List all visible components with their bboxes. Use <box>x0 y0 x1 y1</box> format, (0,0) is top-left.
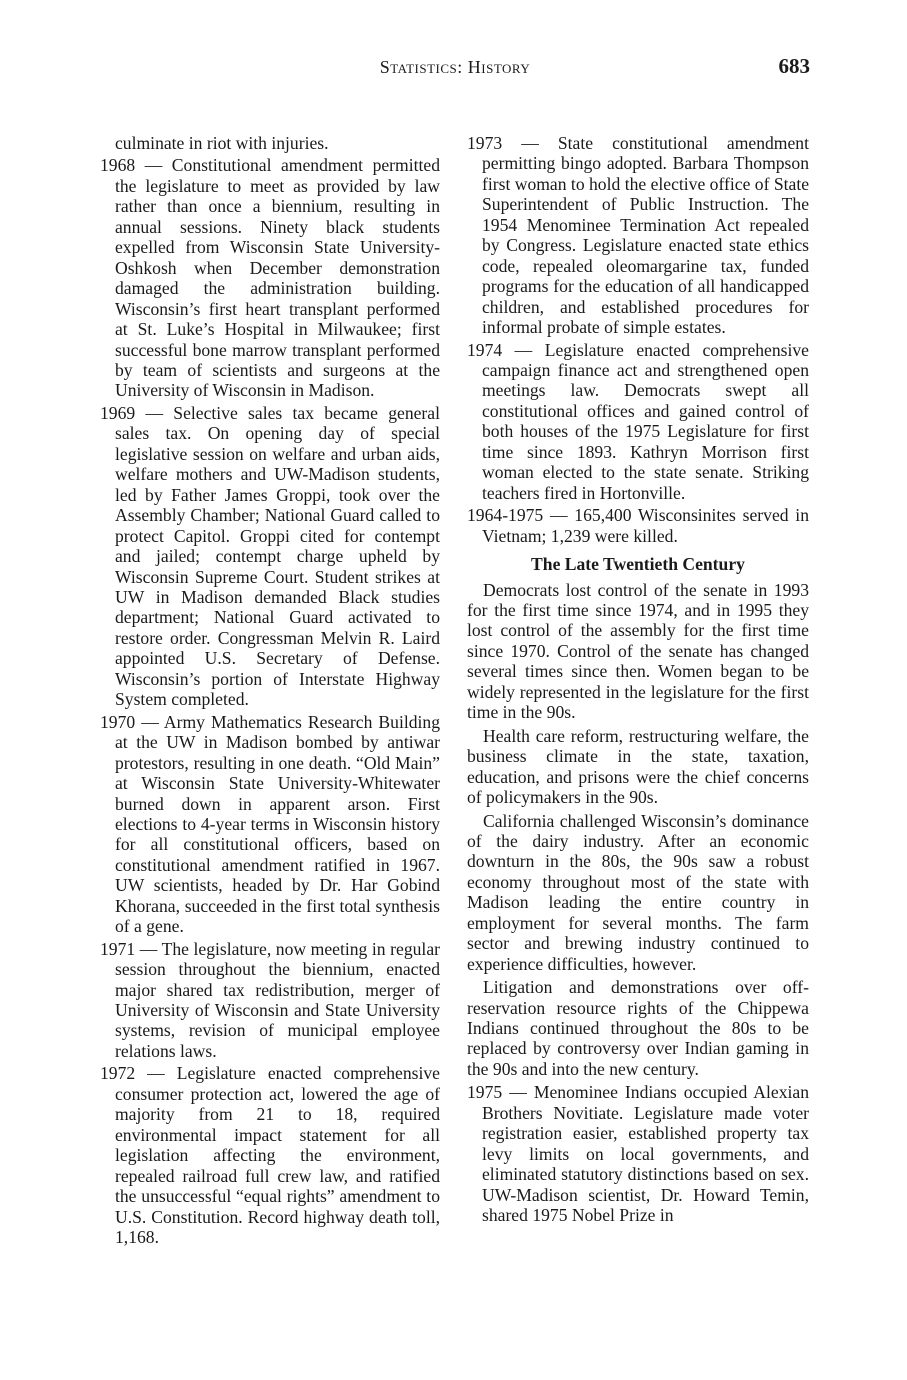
chronology-entry-1974: 1974 — Legislature enacted comprehensive campaign finance act and strengthened open meetings law. Democrats swept all constitutional offices and gained control of both houses of the 1975 Legislature for first time since 1893. Kathryn Morrison first woman elected to the state senate. Striking teachers fired in Hortonville. <box>467 339 809 503</box>
page-number: 683 <box>778 54 810 78</box>
paragraph: Litigation and demonstrations over off-reservation resource rights of the Chippewa Indians continued throughout the 80s to be replaced by controversy over Indian gaming in the 90s and into the new century. <box>467 977 809 1079</box>
page-header <box>100 54 810 81</box>
running-head: Statistics: History <box>379 57 531 77</box>
chronology-entry-1968: 1968 — Constitutional amendment permitted the legislature to meet as provided by law rather than once a biennium, resulting in annual sessions. Ninety black students expelled from Wisconsin State University-Oshkosh when December demonstration damaged the administration building. Wisconsin’s first heart transplant performed at St. Luke’s Hospital in Milwaukee; first successful bone marrow transplant performed by team of scientists and surgeons at the University of Wisconsin in Madison. <box>100 155 440 401</box>
chronology-entry-1970: 1970 — Army Mathematics Research Building at the UW in Madison bombed by antiwar protestors, resulting in one death. “Old Main” at Wisconsin State University-Whitewater burned down in apparent arson. First elections to 4-year terms in Wisconsin history for all constitutional officers, based on constitutional amendment ratified in 1967. UW scientists, headed by Dr. Har Gobind Khorana, succeeded in the first total synthesis of a gene. <box>100 711 440 937</box>
paragraph: Democrats lost control of the senate in 1993 for the first time since 1974, and in 1995 they lost control of the assembly for the first time since 1970. Control of the senate has changed several times since then. Women began to be widely represented in the legislature for the first time in the 90s. <box>467 579 809 723</box>
chronology-entry-1971: 1971 — The legislature, now meeting in regular session throughout the biennium, enacted major shared tax redistribution, merger of University of Wisconsin and State University systems, revision of municipal employee relations laws. <box>100 938 440 1061</box>
chronology-entry-1964-1975: 1964-1975 — 165,400 Wisconsinites served in Vietnam; 1,239 were killed. <box>467 505 809 546</box>
chronology-entry-1975: 1975 — Menominee Indians occupied Alexian Brothers Novitiate. Legislature made voter registration easier, established property tax levy limits on local governments, and eliminated statutory distinctions based on sex. UW-Madison scientist, Dr. Howard Temin, shared 1975 Nobel Prize in <box>467 1082 809 1226</box>
right-column <box>467 133 809 1228</box>
chronology-entry-1969: 1969 — Selective sales tax became general sales tax. On opening day of special legislative session on welfare and urban aids, welfare mothers and UW-Madison students, led by Father James Groppi, took over the Assembly Chamber; National Guard called to protect Capitol. Groppi cited for contempt and jailed; contempt charge upheld by Wisconsin Supreme Court. Student strikes at UW in Madison demanded Black studies department; National Guard activated to restore order. Congressman Melvin R. Laird appointed U.S. Secretary of Defense. Wisconsin’s portion of Interstate Highway System completed. <box>100 402 440 710</box>
continuation-text: culminate in riot with injuries. <box>115 133 329 153</box>
section-heading: The Late Twentieth Century <box>531 554 745 575</box>
paragraph: Health care reform, restructuring welfare, the business climate in the state, taxation, education, and prisons were the chief concerns of policymakers in the 90s. <box>467 725 809 808</box>
chronology-entry-1973: 1973 — State constitutional amendment permitting bingo adopted. Barbara Thompson first woman to hold the elective office of State Superintendent of Public Instruction. The 1954 Menominee Termination Act repealed by Congress. Legislature enacted state ethics code, repealed oleomargarine tax, funded programs for the education of all handicapped children, and established procedures for informal probate of simple estates. <box>467 133 810 338</box>
chronology-entry-1972: 1972 — Legislature enacted comprehensive consumer protection act, lowered the age of majority from 21 to 18, required environmental impact statement for all legislation affecting the environment, repealed railroad full crew law, and ratified the unsuccessful “equal rights” amendment to U.S. Constitution. Record highway death toll, 1,168. <box>100 1063 440 1248</box>
paragraph: California challenged Wisconsin’s dominance of the dairy industry. After an economic downturn in the 80s, the 90s saw a robust economy throughout most of the state with Madison leading the entire country in employment for several months. The farm sector and brewing industry continued to experience difficulties, however. <box>467 810 809 974</box>
left-column <box>100 133 440 1249</box>
